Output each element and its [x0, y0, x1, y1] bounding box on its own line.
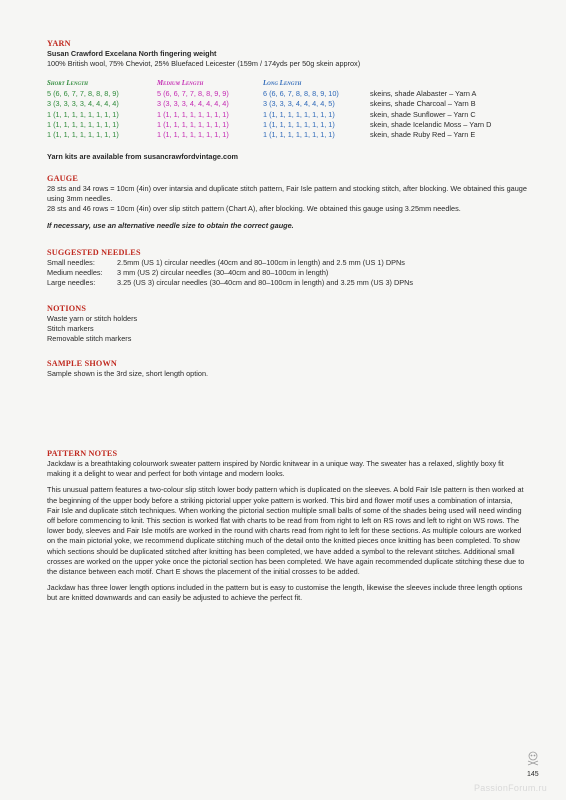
- yarn-brand: Susan Crawford Excelana North fingering weight: [47, 49, 217, 58]
- yarn-quantity-table: [47, 79, 527, 140]
- yarn-desc: skeins, shade Charcoal – Yarn B: [370, 99, 476, 109]
- yarn-desc: skein, shade Sunflower – Yarn C: [370, 109, 476, 119]
- gauge-section: [47, 173, 527, 231]
- needle-row-medium: [47, 268, 527, 278]
- needle-text: 3.25 (US 3) circular needles (30–40cm and 80–100cm in length) and 3.25 mm (US 3) DPNs: [117, 278, 414, 288]
- short-qty: 1 (1, 1, 1, 1, 1, 1, 1, 1): [47, 109, 119, 119]
- short-qty: 1 (1, 1, 1, 1, 1, 1, 1, 1): [47, 129, 119, 139]
- medium-qty: 5 (6, 6, 7, 7, 8, 8, 9, 9): [157, 89, 229, 99]
- watermark: PassionForum.ru: [474, 783, 548, 793]
- needle-label: Large needles:: [47, 278, 96, 288]
- yarn-kits-text: Yarn kits are available from susancrawfordvintage.com: [47, 152, 239, 161]
- gauge-paragraph-1: 28 sts and 34 rows = 10cm (4in) over intarsia and duplicate stitch pattern, Fair Isle pattern and stocking stitch, after blocking. We obtained this gauge using 3mm needles.: [47, 184, 527, 204]
- sample-text: Sample shown is the 3rd size, short length option.: [47, 369, 209, 378]
- header-short-length: Short Length: [47, 80, 89, 87]
- pattern-notes-heading: PATTERN NOTES: [47, 449, 118, 458]
- yarn-row-e: [47, 130, 527, 140]
- long-qty: 1 (1, 1, 1, 1, 1, 1, 1, 1): [263, 129, 335, 139]
- pattern-notes-paragraph-2: This unusual pattern features a two-colour slip stitch lower body pattern which is duplicated on the sleeves. A bold Fair Isle pattern is then worked at the beginning of the upper body before a striking pictorial upper yoke pattern is worked. This bird and flower motif uses a combination of intarsia, Fair Isle and duplicate stitch techniques. When working the pictorial section multiple small balls of some of the shades being used will need winding off before commencing to knit. This section is worked flat with charts to be read from from right to left on RS rows and left to right on WS rows. The lower body, sleeves and Fair Isle motifs are worked in the round with charts read from right to left for these sections. As multiple colours are worked on the main pictorial yoke, we recommend duplicate stitching much of the detail onto the knitted pieces once knitting has been completed. To show which sections should be duplicated stitched after knitting has been completed, we have added a symbol to the relevant stitches. Additional small crosses are worked on the upper yoke once the pictorial section has been completed. We have again recommended duplicate stitching these due to the distance between each motif. Chart E shows the placement of the initial crosses to be added.: [47, 485, 525, 577]
- needle-row-large: [47, 278, 527, 288]
- pattern-notes-section: [47, 448, 527, 604]
- yarn-desc: skein, shade Ruby Red – Yarn E: [370, 129, 476, 139]
- gauge-note: If necessary, use an alternative needle size to obtain the correct gauge.: [47, 220, 294, 230]
- needle-label: Small needles:: [47, 258, 95, 267]
- medium-qty: 1 (1, 1, 1, 1, 1, 1, 1, 1): [157, 129, 229, 139]
- yarn-desc: skein, shade Icelandic Moss – Yarn D: [370, 119, 492, 129]
- pattern-notes-paragraph-3: Jackdaw has three lower length options included in the pattern but is easy to customise the length, likewise the sleeves include three length options but are knitted downwards and can easily be adjusted to achieve the perfect fit.: [47, 583, 523, 603]
- yarn-section: [47, 38, 527, 69]
- page-number: 145: [527, 771, 539, 778]
- short-qty: 5 (6, 6, 7, 7, 8, 8, 8, 9): [47, 89, 119, 99]
- yarn-table-header: [47, 79, 527, 89]
- gauge-heading: GAUGE: [47, 174, 79, 183]
- medium-qty: 3 (3, 3, 3, 4, 4, 4, 4, 4): [157, 99, 229, 109]
- notions-section: [47, 303, 527, 345]
- notions-heading: NOTIONS: [47, 304, 87, 313]
- yarn-heading: YARN: [47, 39, 71, 48]
- medium-qty: 1 (1, 1, 1, 1, 1, 1, 1, 1): [157, 109, 229, 119]
- needle-text: 2.5mm (US 1) circular needles (40cm and 80–100cm in length) and 2.5 mm (US 1) DPNs: [117, 258, 405, 267]
- long-qty: 3 (3, 3, 3, 4, 4, 4, 4, 5): [263, 99, 335, 109]
- yarn-row-a: [47, 89, 527, 99]
- long-qty: 1 (1, 1, 1, 1, 1, 1, 1, 1): [263, 109, 335, 119]
- gauge-paragraph-2: 28 sts and 46 rows = 10cm (4in) over slip stitch pattern (Chart A), after blocking. We obtained this gauge using 3.25mm needles.: [47, 204, 461, 214]
- long-qty: 1 (1, 1, 1, 1, 1, 1, 1, 1): [263, 119, 335, 129]
- needles-section: [47, 247, 527, 289]
- yarn-desc: skeins, shade Alabaster – Yarn A: [370, 89, 477, 99]
- skull-crossbones-icon: [526, 750, 540, 766]
- yarn-row-c: [47, 110, 527, 120]
- yarn-row-b: [47, 99, 527, 109]
- notion-item: Stitch markers: [47, 324, 94, 334]
- needle-row-small: [47, 258, 527, 268]
- needles-heading: SUGGESTED NEEDLES: [47, 248, 141, 257]
- yarn-kits-line: [47, 152, 527, 162]
- short-qty: 3 (3, 3, 3, 3, 4, 4, 4, 4): [47, 99, 119, 109]
- yarn-composition: 100% British wool, 75% Cheviot, 25% Bluefaced Leicester (159m / 174yds per 50g skein approx): [47, 59, 361, 69]
- pattern-notes-paragraph-1: Jackdaw is a breathtaking colourwork sweater pattern inspired by Nordic knitwear in a unique way. The sweater has a relaxed, slightly boxy fit making it a delight to wear and perfect for both vintage and modern looks.: [47, 459, 504, 479]
- notion-item: Waste yarn or stitch holders: [47, 314, 138, 323]
- long-qty: 6 (6, 6, 7, 8, 8, 8, 9, 10): [263, 89, 339, 99]
- sample-heading: SAMPLE SHOWN: [47, 359, 117, 368]
- header-long-length: Long Length: [263, 80, 302, 87]
- sample-section: [47, 358, 527, 379]
- needle-label: Medium needles:: [47, 268, 103, 278]
- short-qty: 1 (1, 1, 1, 1, 1, 1, 1, 1): [47, 119, 119, 129]
- notion-item: Removable stitch markers: [47, 334, 132, 344]
- needle-text: 3 mm (US 2) circular needles (30–40cm and 80–100cm in length): [117, 268, 329, 278]
- header-medium-length: Medium Length: [157, 80, 204, 87]
- medium-qty: 1 (1, 1, 1, 1, 1, 1, 1, 1): [157, 119, 229, 129]
- yarn-row-d: [47, 120, 527, 130]
